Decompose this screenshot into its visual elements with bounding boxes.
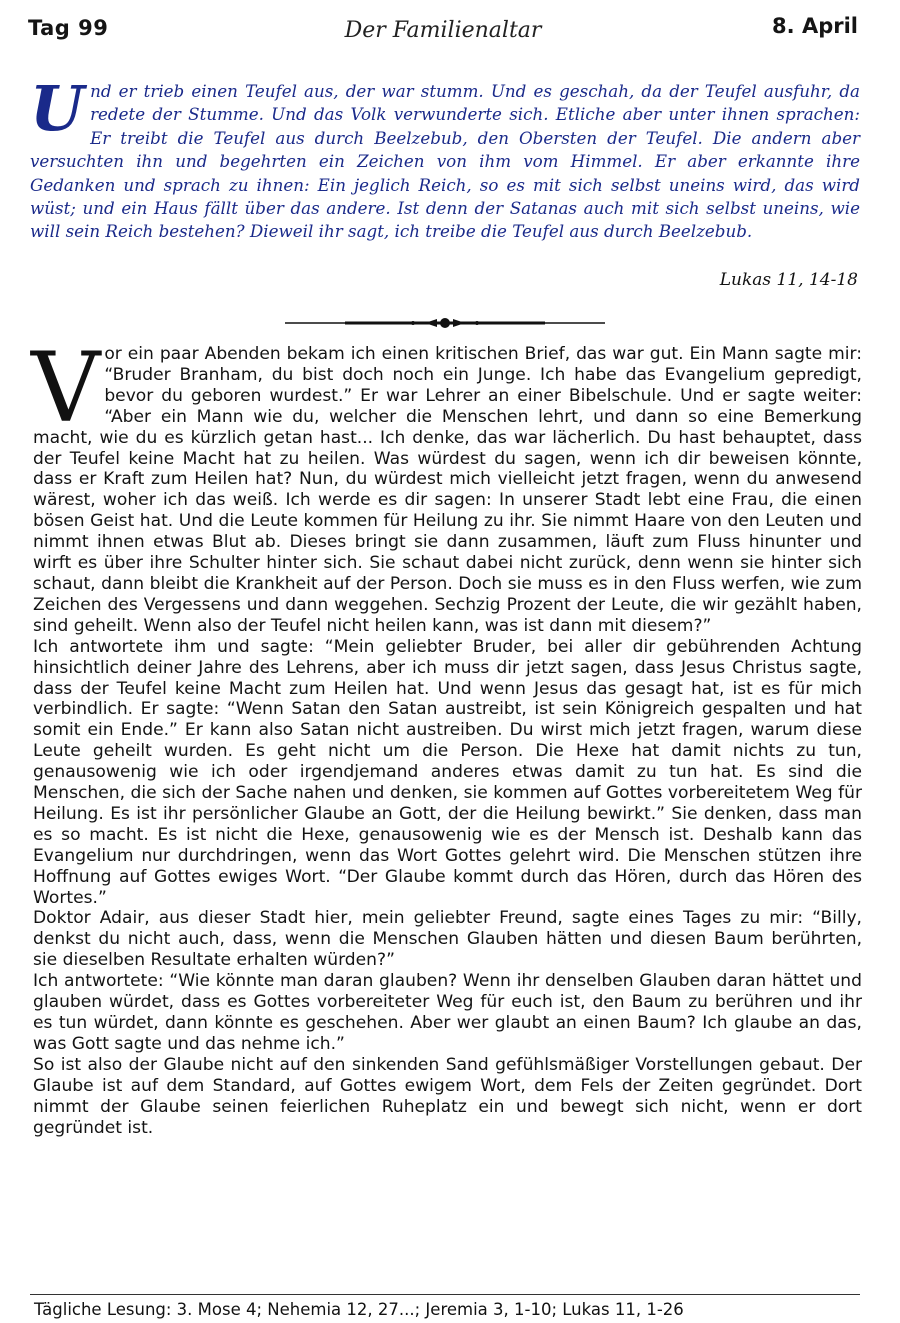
scripture-reference: Lukas 11, 14-18 xyxy=(719,270,858,290)
page-header xyxy=(28,10,858,46)
paragraph: So ist also der Glaube nicht auf den sinkenden Sand gefühlsmäßiger Vorstellungen gebaut. Der Glaube ist auf dem Standard, auf Gottes ewigem Wort, dem Fels der Zeiten gegründet. Dort nimmt der Glaube seinen feierlichen Ruheplatz ein und bewegt sich nicht, wenn er dort gegründet ist. xyxy=(33,1054,862,1138)
verse-text: nd er trieb einen Teufel aus, der war stumm. Und es geschah, da der Teufel ausfuhr, da redete der Stumme. Und das Volk verwunderte sich. Etliche aber unter ihnen sprachen: Er treibt die Teufel aus durch Beelzebub, den Obersten der Teufel. Die andern aber versuchten ihn und begehrten ein Zeichen von ihm vom Himmel. Er aber erkannte ihre Gedanken und sprach zu ihnen: Ein jeglich Reich, so es mit sich selbst uneins wird, das wird wüst; und ein Haus fällt über das andere. Ist denn der Satanas auch mit sich selbst uneins, wie will sein Reich bestehen? Dieweil ihr sagt, ich treibe die Teufel aus durch Beelzebub. xyxy=(30,81,860,242)
day-number: Tag 99 xyxy=(28,16,109,40)
paragraph: Ich antwortete: “Wie könnte man daran glauben? Wenn ihr denselben Glauben daran hättet und glauben würdet, dass es Gottes vorbereiteter Weg für euch ist, den Baum zu berühren und ihr es tun würdet, dann könnte es geschehen. Aber wer glaubt an einen Baum? Ich glaube an das, was Gott sagte und das nehme ich.” xyxy=(33,971,862,1054)
book-title: Der Familienaltar xyxy=(344,18,542,43)
devotional-text xyxy=(31,332,862,1138)
paragraph: Ich antwortete ihm und sagte: “Mein geliebter Bruder, bei aller dir gebührenden Achtung hinsichtlich deiner Jahre des Lehrens, aber ich muss dir jetzt sagen, dass Jesus Christus sagte, dass der Teufel keine Macht zum Heilen hat. Und wenn Jesus das gesagt hat, ist es für mich verbindlich. Er sagte: “Wenn Satan den Satan austreibt, ist sein Königreich gespalten und hat somit ein Ende.” Er kann also Satan nicht austreiben. Du wirst mich jetzt fragen, warum diese Leute geheilt wurden. Es geht nicht um die Person. Die Hexe hat damit nichts zu tun, genausowenig wie ich oder irgendjemand anderes etwas damit zu tun hat. Es sind die Menschen, die sich der Sache nahen und denken, sie kommen auf Gottes vorbereitetem Weg für Heilung. Es ist ihr persönlicher Glaube an Gott, der die Heilung bewirkt.” Sie denken, dass man es so macht. Es ist nicht die Hexe, genausowenig wie es der Mensch ist. Deshalb kann das Evangelium nur durchdringen, wenn das Wort Gottes gelehrt wird. Die Menschen stützen ihre Hoffnung auf Gottes ewiges Wort. “Der Glaube kommt durch das Hören, durch das Hören des Wortes.” xyxy=(33,636,862,908)
footer-divider xyxy=(30,1294,860,1295)
scripture-passage xyxy=(30,72,860,244)
ornament-divider xyxy=(285,314,605,332)
daily-reading: Tägliche Lesung: 3. Mose 4; Nehemia 12, 27...; Jeremia 3, 1-10; Lukas 11, 1-26 xyxy=(34,1300,684,1319)
verse-initial: U xyxy=(30,72,85,145)
date-label: 8. April xyxy=(772,14,858,38)
paragraph: Doktor Adair, aus dieser Stadt hier, mein geliebter Freund, sagte eines Tages zu mir: “Billy, denkst du nicht auch, dass, wenn die Menschen Glauben hätten und diesen Baum berührten, sie dieselben Resultate erhalten würden?” xyxy=(33,908,862,971)
paragraph: Vor ein paar Abenden bekam ich einen kritischen Brief, das war gut. Ein Mann sagte mir: “Bruder Branham, du bist doch noch ein Junge. Ich habe das Evangelium gepredigt, bevor du geboren wurdest.” Er war Lehrer an einer Bibelschule. Und er sagte weiter: “Aber ein Mann wie du, welcher die Menschen lehrt, und dann so eine Bemerkung macht, wie du es kürzlich getan hast... Ich denke, das war lächerlich. Du hast behauptet, dass der Teufel keine Macht hat zu heilen. Was würdest du sagen, wenn ich dir beweisen könnte, dass er Kraft zum Heilen hat? Nun, du würdest mich vielleicht jetzt fragen, wenn du anwesend wärest, woher ich das weiß. Ich werde es dir sagen: In unserer Stadt lebt eine Frau, die einen bösen Geist hat. Und die Leute kommen für Heilung zu ihr. Sie nimmt Haare von den Leuten und nimmt ihnen etwas Blut ab. Dieses bringt sie dann zusammen, läuft zum Fluss hinunter und wirft es über ihre Schulter hinter sich. Sie schaut dabei nicht zurück, denn wenn sie hinter sich schaut, dann bleibt die Krankheit auf der Person. Doch sie muss es in den Fluss werfen, wie zum Zeichen des Vergessens und dann weggehen. Sechzig Prozent der Leute, die wir gezählt haben, sind geheilt. Wenn also der Teufel nicht heilen kann, was ist dann mit diesem?” xyxy=(31,332,862,636)
body-initial: V xyxy=(31,332,101,444)
